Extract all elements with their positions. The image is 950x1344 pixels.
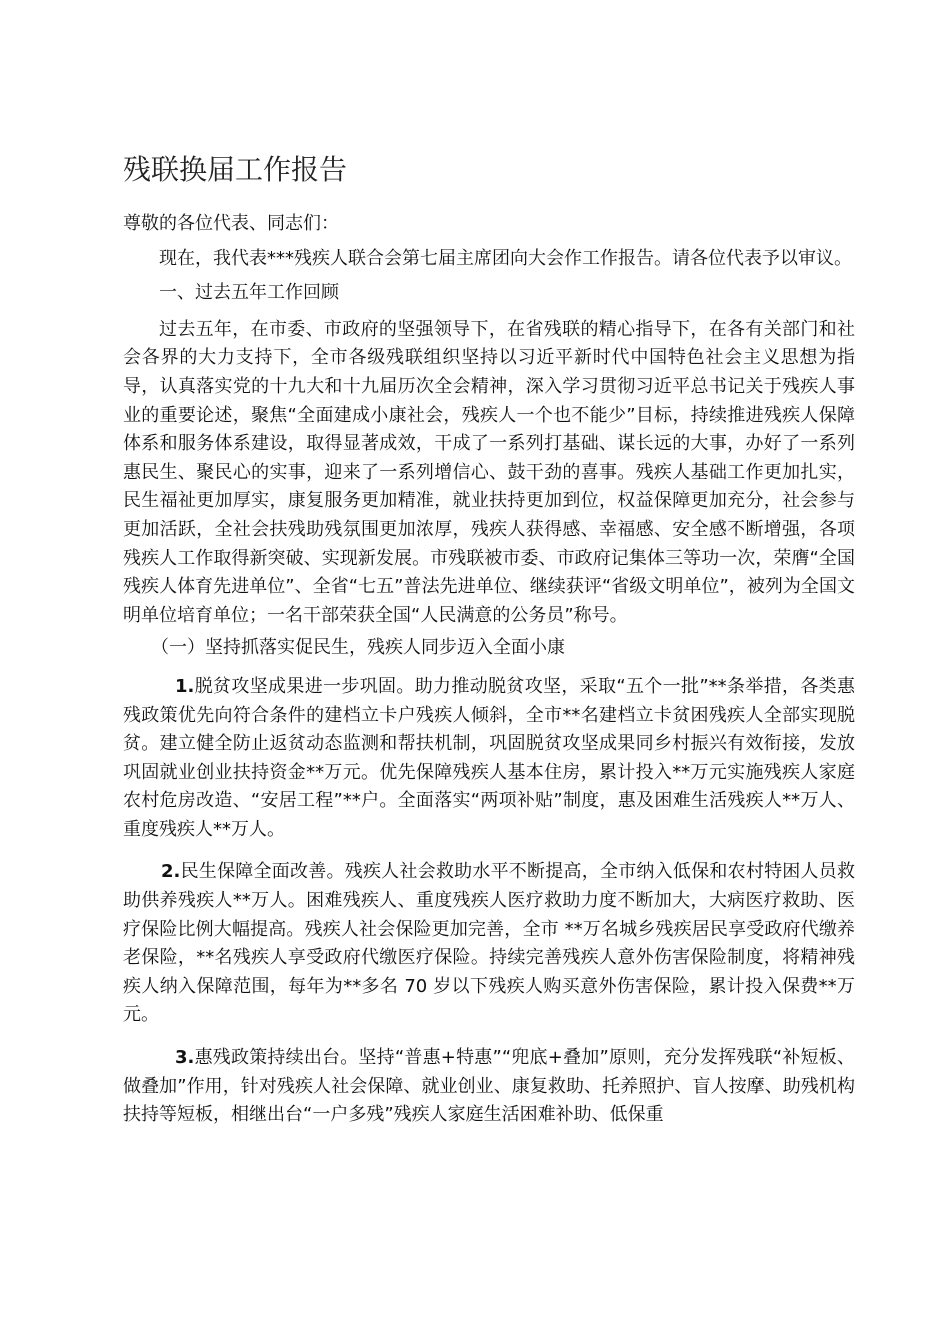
list-item-3 [123, 1044, 855, 1130]
item-text: 脱贫攻坚成果进一步巩固。助力推动脱贫攻坚，采取“五个一批”**条举措，各类惠残政策优先向符合条件的建档立卡户残疾人倾斜，全市**名建档立卡贫困残疾人全部实现脱贫。建立健全防止返贫动态监测和帮扶机制，巩固脱贫攻坚成果同乡村振兴有效衔接，发放巩固就业创业扶持资金**万元。优先保障残疾人基本住房，累计投入**万元实施残疾人家庭农村危房改造、“安居工程”**户。全面落实“两项补贴”制度，惠及困难生活残疾人**万人、重度残疾人**万人。 [123, 675, 855, 840]
review-paragraph: 过去五年，在市委、市政府的坚强领导下，在省残联的精心指导下，在各有关部门和社会各界的大力支持下，全市各级残联组织坚持以习近平新时代中国特色社会主义思想为指导，认真落实党的十九大和十九届历次全会精神，深入学习贯彻习近平总书记关于残疾人事业的重要论述，聚焦“全面建成小康社会，残疾人一个也不能少”目标，持续推进残疾人保障体系和服务体系建设，取得显著成效，干成了一系列打基础、谋长远的大事，办好了一系列惠民生、聚民心的实事，迎来了一系列增信心、鼓干劲的喜事。残疾人基础工作更加扎实，民生福祉更加厚实，康复服务更加精准，就业扶持更加到位，权益保障更加充分，社会参与更加活跃，全社会扶残助残氛围更加浓厚，残疾人获得感、幸福感、安全感不断增强，各项残疾人工作取得新突破、实现新发展。市残联被市委、市政府记集体三等功一次，荣膺“全国残疾人体育先进单位”、全省“七五”普法先进单位、继续获评“省级文明单位”，被列为全国文明单位培育单位；一名干部荣获全国“人民满意的公务员”称号。 [123, 318, 855, 626]
salutation: 尊敬的各位代表、同志们： [123, 213, 339, 234]
intro-paragraph: 现在，我代表***残疾人联合会第七届主席团向大会作工作报告。请各位代表予以审议。 [159, 247, 852, 269]
item-text: 民生保障全面改善。残疾人社会救助水平不断提高，全市纳入低保和农村特困人员救助供养残疾人**万人。困难残疾人、重度残疾人医疗救助力度不断加大，大病医疗救助、医疗保险比例大幅提高。残疾人社会保险更加完善，全市 **万名城乡残疾居民享受政府代缴养老保险，**名残疾人享受政府代缴医疗保险。持续完善残疾人意外伤害保险制度，将精神残疾人纳入保障范围，每年为**多名 70 岁以下残疾人购买意外伤害保险，累计投入保费**万元。 [123, 861, 855, 1026]
section-heading-review: 一、过去五年工作回顾 [159, 282, 339, 304]
item-number: 3. [175, 1047, 195, 1069]
item-text: 惠残政策持续出台。坚持“普惠+特惠”“兜底+叠加”原则，充分发挥残联“补短板、做叠加”作用，针对残疾人社会保障、就业创业、康复救助、托养照护、盲人按摩、助残机构扶持等短板，相继出台“一户多残”残疾人家庭生活困难补助、低保重 [123, 1047, 855, 1126]
list-item-2 [123, 858, 855, 1030]
document-body [123, 150, 855, 1144]
document-title: 残联换届工作报告 [123, 153, 348, 186]
item-number: 2. [161, 861, 181, 883]
list-item-1 [123, 673, 855, 845]
subsection-heading-1: （一）坚持抓落实促民生，残疾人同步迈入全面小康 [151, 637, 565, 659]
item-number: 1. [175, 675, 195, 697]
